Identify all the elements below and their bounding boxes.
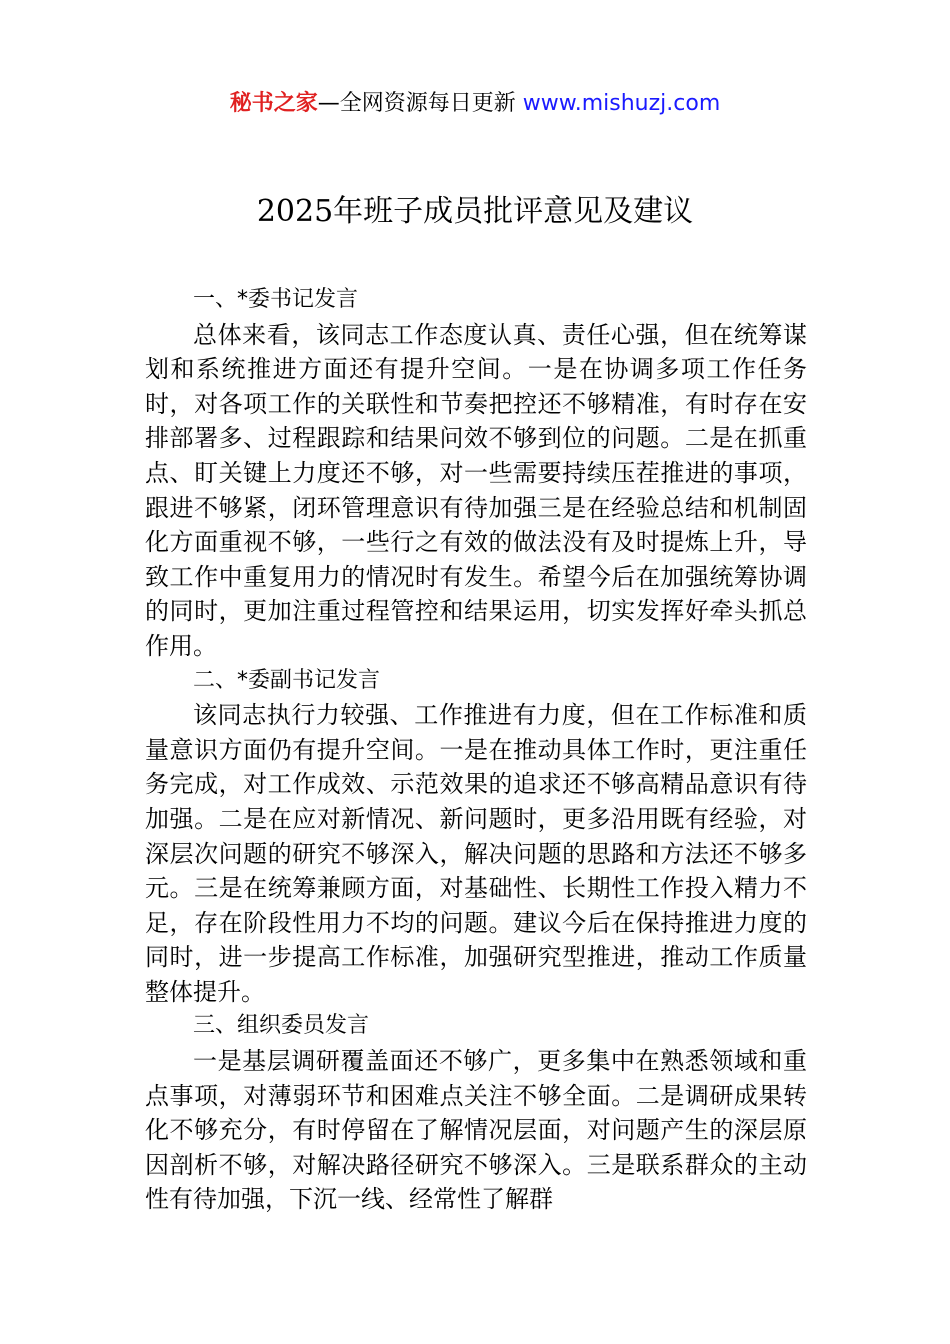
section-paragraph-1: 总体来看，该同志工作态度认真、责任心强，但在统筹谋划和系统推进方面还有提升空间。一是在协调多项工作任务时，对各项工作的关联性和节奏把控还不够精准，有时存在安排部署多、过程跟踪和结果问效不够到位的问题。二是在抓重点、盯关键上力度还不够，对一些需要持续压茬推进的事项，跟进不够紧，闭环管理意识有待加强三是在经验总结和机制固化方面重视不够，一些行之有效的做法没有及时提炼上升，导致工作中重复用力的情况时有发生。希望今后在加强统筹协调的同时，更加注重过程管控和结果运用，切实发挥好牵头抓总作用。	[145, 320, 807, 660]
section-heading-1: 一、*委书记发言	[193, 287, 359, 312]
section-paragraph-3: 一是基层调研覆盖面还不够广，更多集中在熟悉领域和重点事项，对薄弱环节和困难点关注不够全面。二是调研成果转化不够充分，有时停留在了解情况层面，对问题产生的深层原因剖析不够，对解决路径研究不够深入。三是联系群众的主动性有待加强，下沉一线、经常性了解群	[145, 1047, 807, 1214]
site-header	[0, 88, 950, 120]
section-heading-2: 二、*委副书记发言	[193, 667, 381, 693]
site-brand: 秘书之家	[229, 91, 318, 116]
site-url-link[interactable]: www.mishuzj.com	[522, 91, 721, 116]
document-title: 2025年班子成员批评意见及建议	[256, 194, 694, 229]
site-slogan: —全网资源每日更新	[317, 91, 516, 116]
document-body	[145, 283, 807, 1217]
section-paragraph-2: 该同志执行力较强、工作推进有力度，但在工作标准和质量意识方面仍有提升空间。一是在推动具体工作时，更注重任务完成，对工作成效、示范效果的追求还不够高精品意识有待加强。二是在应对新情况、新问题时，更多沿用既有经验，对深层次问题的研究不够深入，解决问题的思路和方法还不够多元。三是在统筹兼顾方面，对基础性、长期性工作投入精力不足，存在阶段性用力不均的问题。建议今后在保持推进力度的同时，进一步提高工作标准，加强研究型推进，推动工作质量整体提升。	[145, 701, 807, 1006]
section-heading-3: 三、组织委员发言	[193, 1013, 370, 1039]
